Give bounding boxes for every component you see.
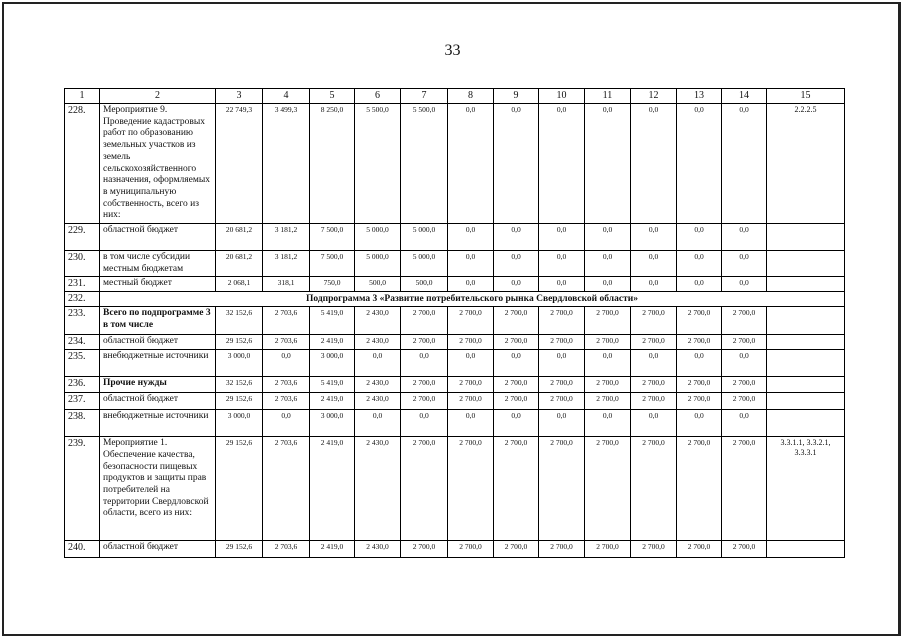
value-cell: 3 000,0 (310, 350, 355, 377)
value-cell: 2 700,0 (677, 541, 722, 558)
value-cell: 2 700,0 (401, 307, 448, 335)
column-header: 4 (263, 89, 310, 104)
row-name: местный бюджет (100, 277, 216, 292)
value-cell: 2 703,6 (263, 393, 310, 410)
value-cell: 0,0 (494, 104, 539, 224)
value-cell: 318,1 (263, 277, 310, 292)
table-row (65, 377, 845, 393)
value-cell: 3 000,0 (310, 410, 355, 437)
value-cell: 2 700,0 (448, 541, 494, 558)
value-cell: 5 419,0 (310, 307, 355, 335)
row-number: 236. (65, 377, 100, 393)
value-cell: 2 419,0 (310, 393, 355, 410)
row-number: 229. (65, 224, 100, 251)
value-cell: 0,0 (677, 251, 722, 277)
value-cell: 0,0 (631, 277, 677, 292)
value-cell: 2 700,0 (494, 393, 539, 410)
value-cell: 0,0 (722, 104, 767, 224)
value-cell: 2 700,0 (677, 393, 722, 410)
value-cell: 29 152,6 (216, 437, 263, 541)
value-cell: 8 250,0 (310, 104, 355, 224)
row-number: 233. (65, 307, 100, 335)
value-cell: 0,0 (631, 224, 677, 251)
value-cell: 3 000,0 (216, 410, 263, 437)
value-cell: 32 152,6 (216, 307, 263, 335)
value-cell: 2 700,0 (448, 437, 494, 541)
target-indicator-cell (767, 277, 845, 292)
row-name: областной бюджет (100, 335, 216, 350)
row-name: внебюджетные источники (100, 410, 216, 437)
column-header: 3 (216, 89, 263, 104)
value-cell: 0,0 (448, 410, 494, 437)
table-row (65, 541, 845, 558)
value-cell: 0,0 (401, 350, 448, 377)
value-cell: 2 068,1 (216, 277, 263, 292)
value-cell: 2 700,0 (448, 377, 494, 393)
value-cell: 5 000,0 (355, 251, 401, 277)
value-cell: 2 700,0 (631, 393, 677, 410)
table-row (65, 277, 845, 292)
value-cell: 0,0 (677, 224, 722, 251)
target-indicator-cell (767, 541, 845, 558)
value-cell: 2 700,0 (677, 377, 722, 393)
row-number: 234. (65, 335, 100, 350)
column-header: 2 (100, 89, 216, 104)
value-cell: 3 181,2 (263, 224, 310, 251)
value-cell: 0,0 (539, 410, 585, 437)
value-cell: 2 430,0 (355, 393, 401, 410)
value-cell: 0,0 (722, 224, 767, 251)
target-indicator-cell: 2.2.2.5 (767, 104, 845, 224)
value-cell: 0,0 (585, 350, 631, 377)
value-cell: 5 500,0 (355, 104, 401, 224)
value-cell: 0,0 (263, 350, 310, 377)
value-cell: 0,0 (539, 224, 585, 251)
target-indicator-cell (767, 377, 845, 393)
value-cell: 0,0 (355, 350, 401, 377)
column-header: 1 (65, 89, 100, 104)
value-cell: 0,0 (631, 104, 677, 224)
value-cell: 2 700,0 (448, 307, 494, 335)
value-cell: 2 700,0 (631, 307, 677, 335)
table-row (65, 393, 845, 410)
value-cell: 0,0 (448, 224, 494, 251)
column-header: 11 (585, 89, 631, 104)
value-cell: 5 500,0 (401, 104, 448, 224)
value-cell: 7 500,0 (310, 251, 355, 277)
column-header: 13 (677, 89, 722, 104)
row-number: 230. (65, 251, 100, 277)
value-cell: 2 700,0 (677, 437, 722, 541)
value-cell: 32 152,6 (216, 377, 263, 393)
value-cell: 2 700,0 (494, 437, 539, 541)
value-cell: 2 700,0 (401, 335, 448, 350)
target-indicator-cell (767, 410, 845, 437)
value-cell: 2 700,0 (448, 393, 494, 410)
value-cell: 2 700,0 (677, 307, 722, 335)
target-indicator-cell (767, 350, 845, 377)
row-name: Прочие нужды (100, 377, 216, 393)
table-row (65, 335, 845, 350)
value-cell: 2 419,0 (310, 437, 355, 541)
value-cell: 2 419,0 (310, 335, 355, 350)
value-cell: 0,0 (539, 251, 585, 277)
row-name: областной бюджет (100, 541, 216, 558)
value-cell: 0,0 (722, 350, 767, 377)
row-name: областной бюджет (100, 224, 216, 251)
target-indicator-cell (767, 393, 845, 410)
value-cell: 29 152,6 (216, 335, 263, 350)
value-cell: 2 430,0 (355, 377, 401, 393)
target-indicator-cell (767, 335, 845, 350)
value-cell: 0,0 (539, 104, 585, 224)
value-cell: 0,0 (355, 410, 401, 437)
value-cell: 2 700,0 (539, 437, 585, 541)
value-cell: 500,0 (401, 277, 448, 292)
value-cell: 0,0 (494, 277, 539, 292)
value-cell: 500,0 (355, 277, 401, 292)
target-indicator-cell (767, 307, 845, 335)
value-cell: 2 700,0 (539, 393, 585, 410)
value-cell: 0,0 (494, 251, 539, 277)
value-cell: 750,0 (310, 277, 355, 292)
value-cell: 2 700,0 (722, 377, 767, 393)
value-cell: 3 000,0 (216, 350, 263, 377)
column-header: 6 (355, 89, 401, 104)
value-cell: 2 419,0 (310, 541, 355, 558)
value-cell: 0,0 (631, 251, 677, 277)
value-cell: 2 700,0 (401, 393, 448, 410)
column-header: 12 (631, 89, 677, 104)
value-cell: 20 681,2 (216, 224, 263, 251)
value-cell: 2 703,6 (263, 335, 310, 350)
value-cell: 22 749,3 (216, 104, 263, 224)
value-cell: 0,0 (448, 350, 494, 377)
value-cell: 2 700,0 (585, 377, 631, 393)
value-cell: 0,0 (539, 277, 585, 292)
row-number: 238. (65, 410, 100, 437)
value-cell: 0,0 (722, 410, 767, 437)
value-cell: 2 430,0 (355, 541, 401, 558)
row-name: внебюджетные источники (100, 350, 216, 377)
table-row (65, 437, 845, 541)
value-cell: 0,0 (631, 410, 677, 437)
value-cell: 2 700,0 (494, 307, 539, 335)
table-row (65, 104, 845, 224)
table-body (65, 89, 845, 558)
value-cell: 2 700,0 (585, 437, 631, 541)
value-cell: 0,0 (448, 251, 494, 277)
row-number: 228. (65, 104, 100, 224)
value-cell: 2 700,0 (631, 335, 677, 350)
row-name: Мероприятие 9. Проведение кадастровых работ по образованию земельных участков из земель сельскохозяйственного назначения, оформляемых в муниципальную собственность, всего из них: (100, 104, 216, 224)
value-cell: 0,0 (448, 277, 494, 292)
column-header: 10 (539, 89, 585, 104)
page-number: 33 (444, 42, 461, 59)
value-cell: 0,0 (585, 224, 631, 251)
value-cell: 0,0 (677, 277, 722, 292)
value-cell: 0,0 (585, 410, 631, 437)
subprogram-row (65, 292, 845, 307)
value-cell: 2 700,0 (494, 541, 539, 558)
value-cell: 2 700,0 (401, 541, 448, 558)
value-cell: 2 700,0 (401, 437, 448, 541)
column-header: 15 (767, 89, 845, 104)
value-cell: 2 430,0 (355, 307, 401, 335)
value-cell: 2 430,0 (355, 335, 401, 350)
value-cell: 2 700,0 (539, 307, 585, 335)
column-header: 9 (494, 89, 539, 104)
value-cell: 2 700,0 (539, 541, 585, 558)
value-cell: 20 681,2 (216, 251, 263, 277)
target-indicator-cell (767, 224, 845, 251)
value-cell: 0,0 (722, 277, 767, 292)
value-cell: 5 000,0 (355, 224, 401, 251)
row-name: в том числе субсидии местным бюджетам (100, 251, 216, 277)
value-cell: 2 700,0 (585, 335, 631, 350)
value-cell: 2 700,0 (677, 335, 722, 350)
column-header: 7 (401, 89, 448, 104)
row-number: 237. (65, 393, 100, 410)
subprogram-title: Подпрограмма 3 «Развитие потребительского рынка Свердловской области» (100, 292, 845, 307)
value-cell: 29 152,6 (216, 393, 263, 410)
value-cell: 2 703,6 (263, 437, 310, 541)
value-cell: 3 499,3 (263, 104, 310, 224)
header-row (65, 89, 845, 104)
value-cell: 2 703,6 (263, 377, 310, 393)
row-number: 239. (65, 437, 100, 541)
value-cell: 5 000,0 (401, 224, 448, 251)
table-row (65, 350, 845, 377)
value-cell: 29 152,6 (216, 541, 263, 558)
row-name: Мероприятие 1. Обеспечение качества, безопасности пищевых продуктов и защиты прав потребителей на территории Свердловской области, всего из них: (100, 437, 216, 541)
target-indicator-cell: 3.3.1.1, 3.3.2.1, 3.3.3.1 (767, 437, 845, 541)
table-row (65, 251, 845, 277)
value-cell: 2 700,0 (631, 377, 677, 393)
value-cell: 0,0 (585, 104, 631, 224)
value-cell: 0,0 (401, 410, 448, 437)
row-number: 235. (65, 350, 100, 377)
value-cell: 7 500,0 (310, 224, 355, 251)
value-cell: 3 181,2 (263, 251, 310, 277)
table-row (65, 307, 845, 335)
value-cell: 2 703,6 (263, 541, 310, 558)
column-header: 14 (722, 89, 767, 104)
target-indicator-cell (767, 251, 845, 277)
row-number: 232. (65, 292, 100, 307)
value-cell: 2 700,0 (722, 393, 767, 410)
value-cell: 0,0 (585, 251, 631, 277)
value-cell: 0,0 (722, 251, 767, 277)
column-header: 8 (448, 89, 494, 104)
value-cell: 2 700,0 (494, 335, 539, 350)
value-cell: 2 700,0 (722, 335, 767, 350)
value-cell: 0,0 (539, 350, 585, 377)
value-cell: 2 700,0 (722, 541, 767, 558)
value-cell: 0,0 (448, 104, 494, 224)
row-number: 231. (65, 277, 100, 292)
value-cell: 2 700,0 (631, 541, 677, 558)
value-cell: 5 419,0 (310, 377, 355, 393)
budget-table (64, 88, 845, 558)
column-header: 5 (310, 89, 355, 104)
value-cell: 2 700,0 (448, 335, 494, 350)
table-row (65, 224, 845, 251)
value-cell: 2 700,0 (631, 437, 677, 541)
table-row (65, 410, 845, 437)
row-name: Всего по подпрограмме 3 в том числе (100, 307, 216, 335)
value-cell: 0,0 (677, 104, 722, 224)
value-cell: 2 700,0 (585, 307, 631, 335)
value-cell: 2 700,0 (539, 335, 585, 350)
value-cell: 0,0 (494, 224, 539, 251)
value-cell: 2 700,0 (722, 307, 767, 335)
value-cell: 0,0 (263, 410, 310, 437)
value-cell: 0,0 (494, 410, 539, 437)
value-cell: 2 700,0 (722, 437, 767, 541)
value-cell: 0,0 (494, 350, 539, 377)
value-cell: 5 000,0 (401, 251, 448, 277)
value-cell: 2 700,0 (585, 393, 631, 410)
value-cell: 0,0 (631, 350, 677, 377)
value-cell: 0,0 (677, 410, 722, 437)
value-cell: 2 700,0 (401, 377, 448, 393)
value-cell: 2 430,0 (355, 437, 401, 541)
value-cell: 2 703,6 (263, 307, 310, 335)
value-cell: 2 700,0 (494, 377, 539, 393)
value-cell: 0,0 (585, 277, 631, 292)
value-cell: 2 700,0 (585, 541, 631, 558)
row-number: 240. (65, 541, 100, 558)
value-cell: 0,0 (677, 350, 722, 377)
value-cell: 2 700,0 (539, 377, 585, 393)
row-name: областной бюджет (100, 393, 216, 410)
